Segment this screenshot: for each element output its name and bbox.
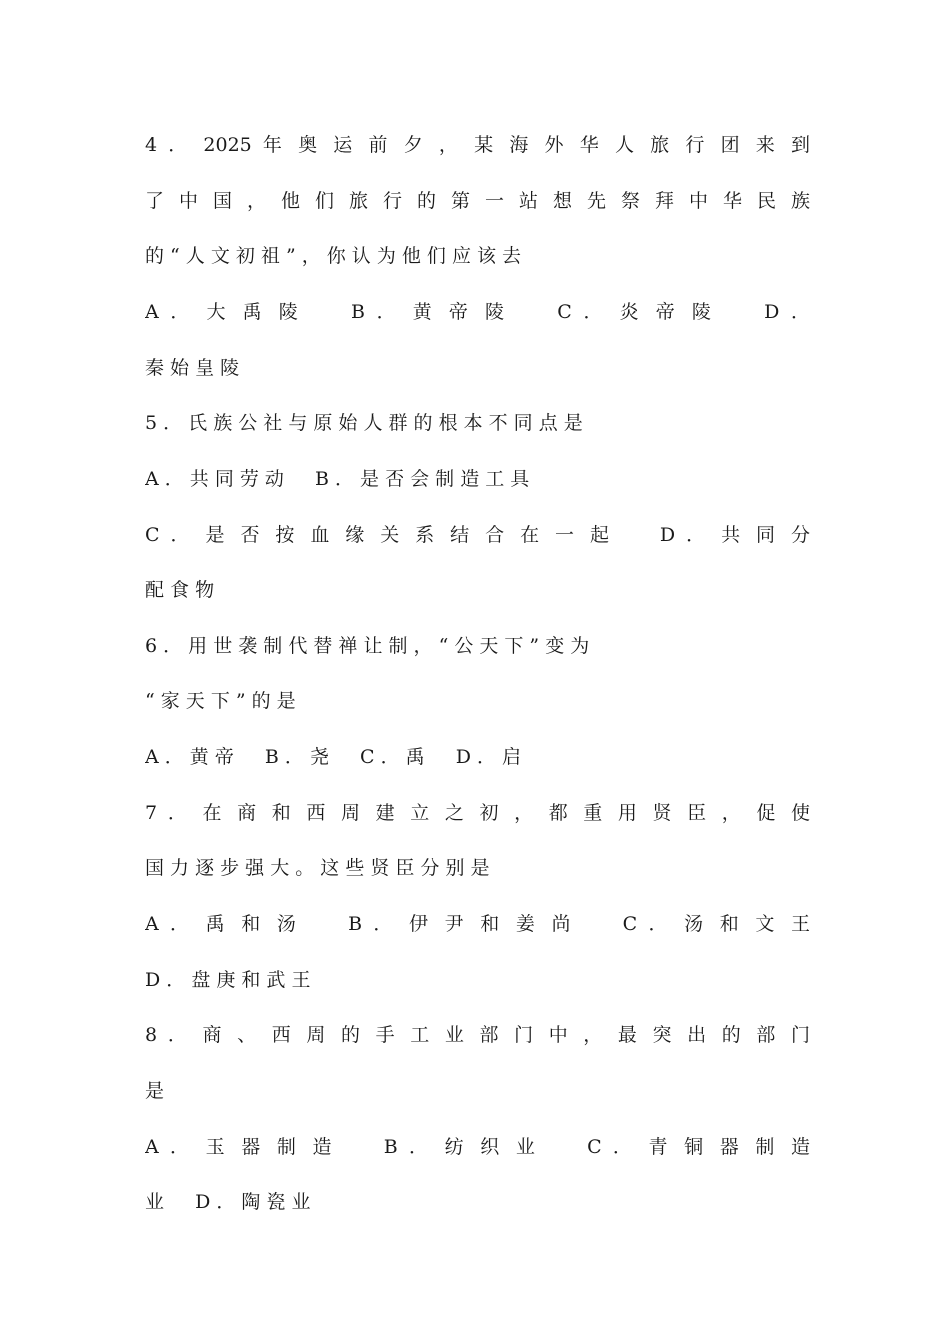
text-line-10: 6 ． 用 世 袭 制 代 替 禅 让 制 ， “ 公 天 下 ” 变 为 bbox=[145, 635, 590, 657]
text-line-1: 4 ． 2025 年 奥 运 前 夕 ， 某 海 外 华 人 旅 行 团 来 到 bbox=[145, 134, 810, 156]
text-line-12: A ． 黄 帝 B ． 尧 C ． 禹 D ． 启 bbox=[145, 746, 522, 768]
text-line-11: “ 家 天 下 ” 的 是 bbox=[145, 690, 296, 712]
text-line-2: 了 中 国 ， 他 们 旅 行 的 第 一 站 想 先 祭 拜 中 华 民 族 bbox=[145, 190, 810, 212]
text-line-3: 的 “ 人 文 初 祖 ” ， 你 认 为 他 们 应 该 去 bbox=[145, 245, 522, 267]
text-line-17: 8 ． 商 、 西 周 的 手 工 业 部 门 中 ， 最 突 出 的 部 门 bbox=[145, 1024, 810, 1046]
text-line-13: 7 ． 在 商 和 西 周 建 立 之 初 ， 都 重 用 贤 臣 ， 促 使 bbox=[145, 802, 810, 824]
text-line-18: 是 bbox=[145, 1080, 165, 1102]
text-line-20: 业 D ． 陶 瓷 业 bbox=[145, 1191, 311, 1213]
text-line-16: D ． 盘 庚 和 武 王 bbox=[145, 969, 311, 991]
text-line-9: 配 食 物 bbox=[145, 579, 215, 601]
text-line-15: A ． 禹 和 汤 B ． 伊 尹 和 姜 尚 C ． 汤 和 文 王 bbox=[145, 913, 810, 935]
text-line-19: A ． 玉 器 制 造 B ． 纺 织 业 C ． 青 铜 器 制 造 bbox=[145, 1136, 810, 1158]
text-line-6: 5 ． 氏 族 公 社 与 原 始 人 群 的 根 本 不 同 点 是 bbox=[145, 412, 583, 434]
text-line-8: C ． 是 否 按 血 缘 关 系 结 合 在 一 起 D ． 共 同 分 bbox=[145, 524, 810, 546]
text-line-7: A ． 共 同 劳 动 B ． 是 否 会 制 造 工 具 bbox=[145, 468, 530, 490]
text-line-14: 国 力 逐 步 强 大 。 这 些 贤 臣 分 别 是 bbox=[145, 857, 490, 879]
text-line-4: A ． 大 禹 陵 B ． 黄 帝 陵 C ． 炎 帝 陵 D ． bbox=[145, 301, 810, 323]
text-line-5: 秦 始 皇 陵 bbox=[145, 357, 240, 379]
